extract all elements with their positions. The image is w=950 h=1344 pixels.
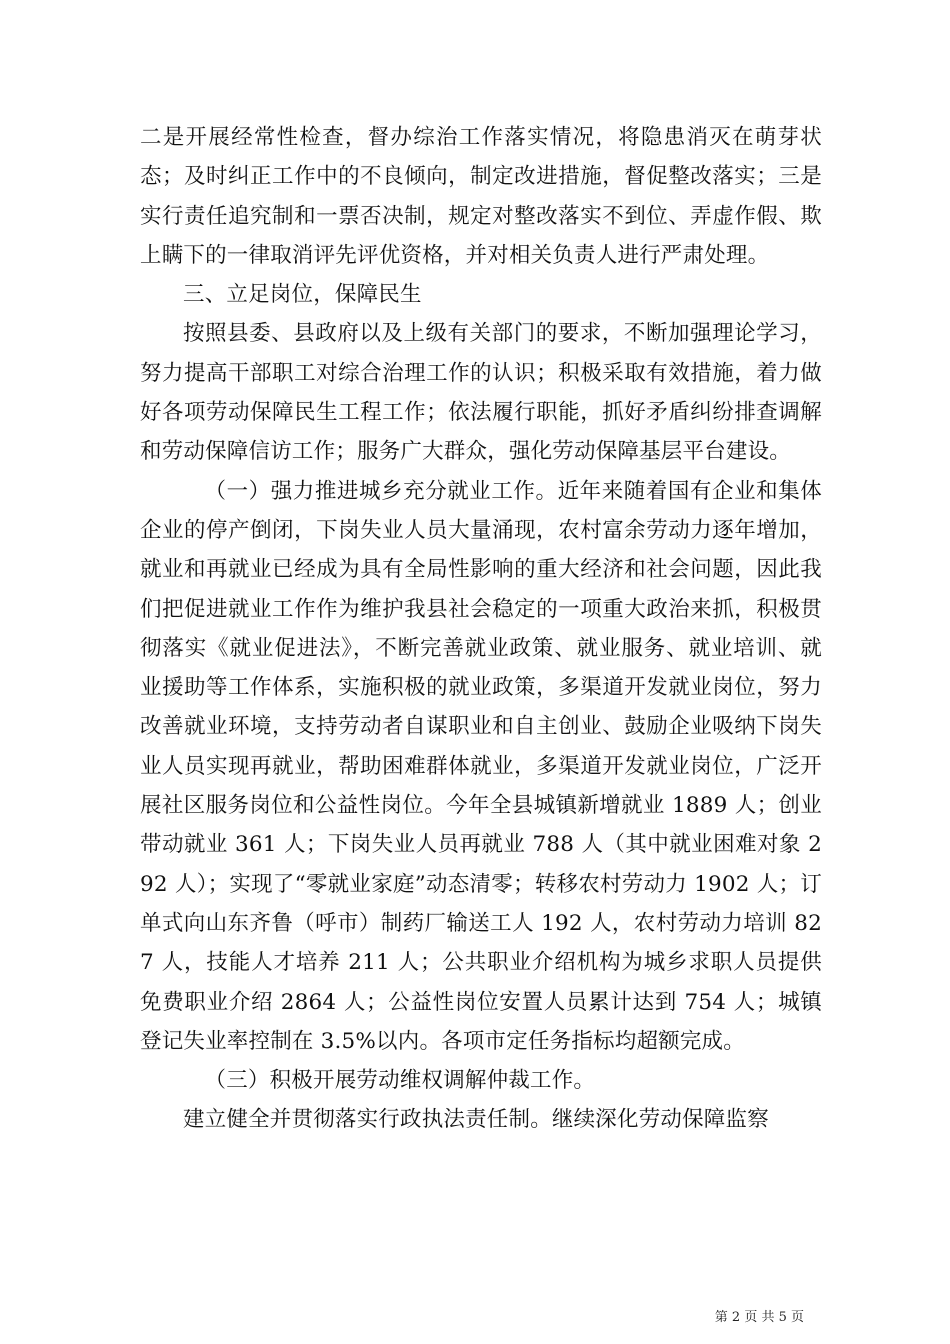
subheading-labor-arbitration: （三）积极开展劳动维权调解仲裁工作。 [204,1068,596,1094]
paragraph-employment-work: （一）强力推进城乡充分就业工作。近年来随着国有企业和集体企业的停产倒闭，下岗失业人员大量涌现，农村富余劳动力逐年增加，就业和再就业已经成为具有全局性影响的重大经济和社会问题，因此我们把促进就业工作作为维护我县社会稳定的一项重大政治来抓，积极贯彻落实《就业促进法》，不断完善就业政策、就业服务、就业培训、就业援助等工作体系，实施积极的就业政策，多渠道开发就业岗位，努力改善就业环境，支持劳动者自谋职业和自主创业、鼓励企业吸纳下岗失业人员实现再就业，帮助困难群体就业，多渠道开发就业岗位，广泛开展社区服务岗位和公益性岗位。今年全县城镇新增就业 1889 人；创业带动就业 361 人；下岗失业人员再就业 788 人（其中就业困难对象 292 人）；实现了“零就业家庭”动态清零；转移农村劳动力 1902 人；订单式向山东齐鲁（呼市）制药厂输送工人 192 人，农村劳动力培训 827 人，技能人才培养 211 人；公共职业介绍机构为城乡求职人员提供免费职业介绍 2864 人；公益性岗位安置人员累计达到 754 人；城镇登记失业率控制在 3.5%以内。各项市定任务指标均超额完成。 [140,478,822,1054]
paragraph-inspection-measures: 二是开展经常性检查，督办综治工作落实情况，将隐患消灭在萌芽状态；及时纠正工作中的不良倾向，制定改进措施，督促整改落实；三是实行责任追究制和一票否决制，规定对整改落实不到位、弄虚作假、欺上瞒下的一律取消评先评优资格，并对相关负责人进行严肃处理。 [140,125,822,268]
page-number-footer: 第 2 页 共 5 页 [714,1310,804,1325]
section-heading-three: 三、立足岗位，保障民生 [183,282,422,308]
document-body [140,118,822,1140]
paragraph-livelihood-overview: 按照县委、县政府以及上级有关部门的要求，不断加强理论学习，努力提高干部职工对综合治理工作的认识；积极采取有效措施，着力做好各项劳动保障民生工程工作；依法履行职能，抓好矛盾纠纷排查调解和劳动保障信访工作；服务广大群众，强化劳动保障基层平台建设。 [140,321,822,465]
paragraph-law-enforcement: 建立健全并贯彻落实行政执法责任制。继续深化劳动保障监察 [183,1107,769,1133]
